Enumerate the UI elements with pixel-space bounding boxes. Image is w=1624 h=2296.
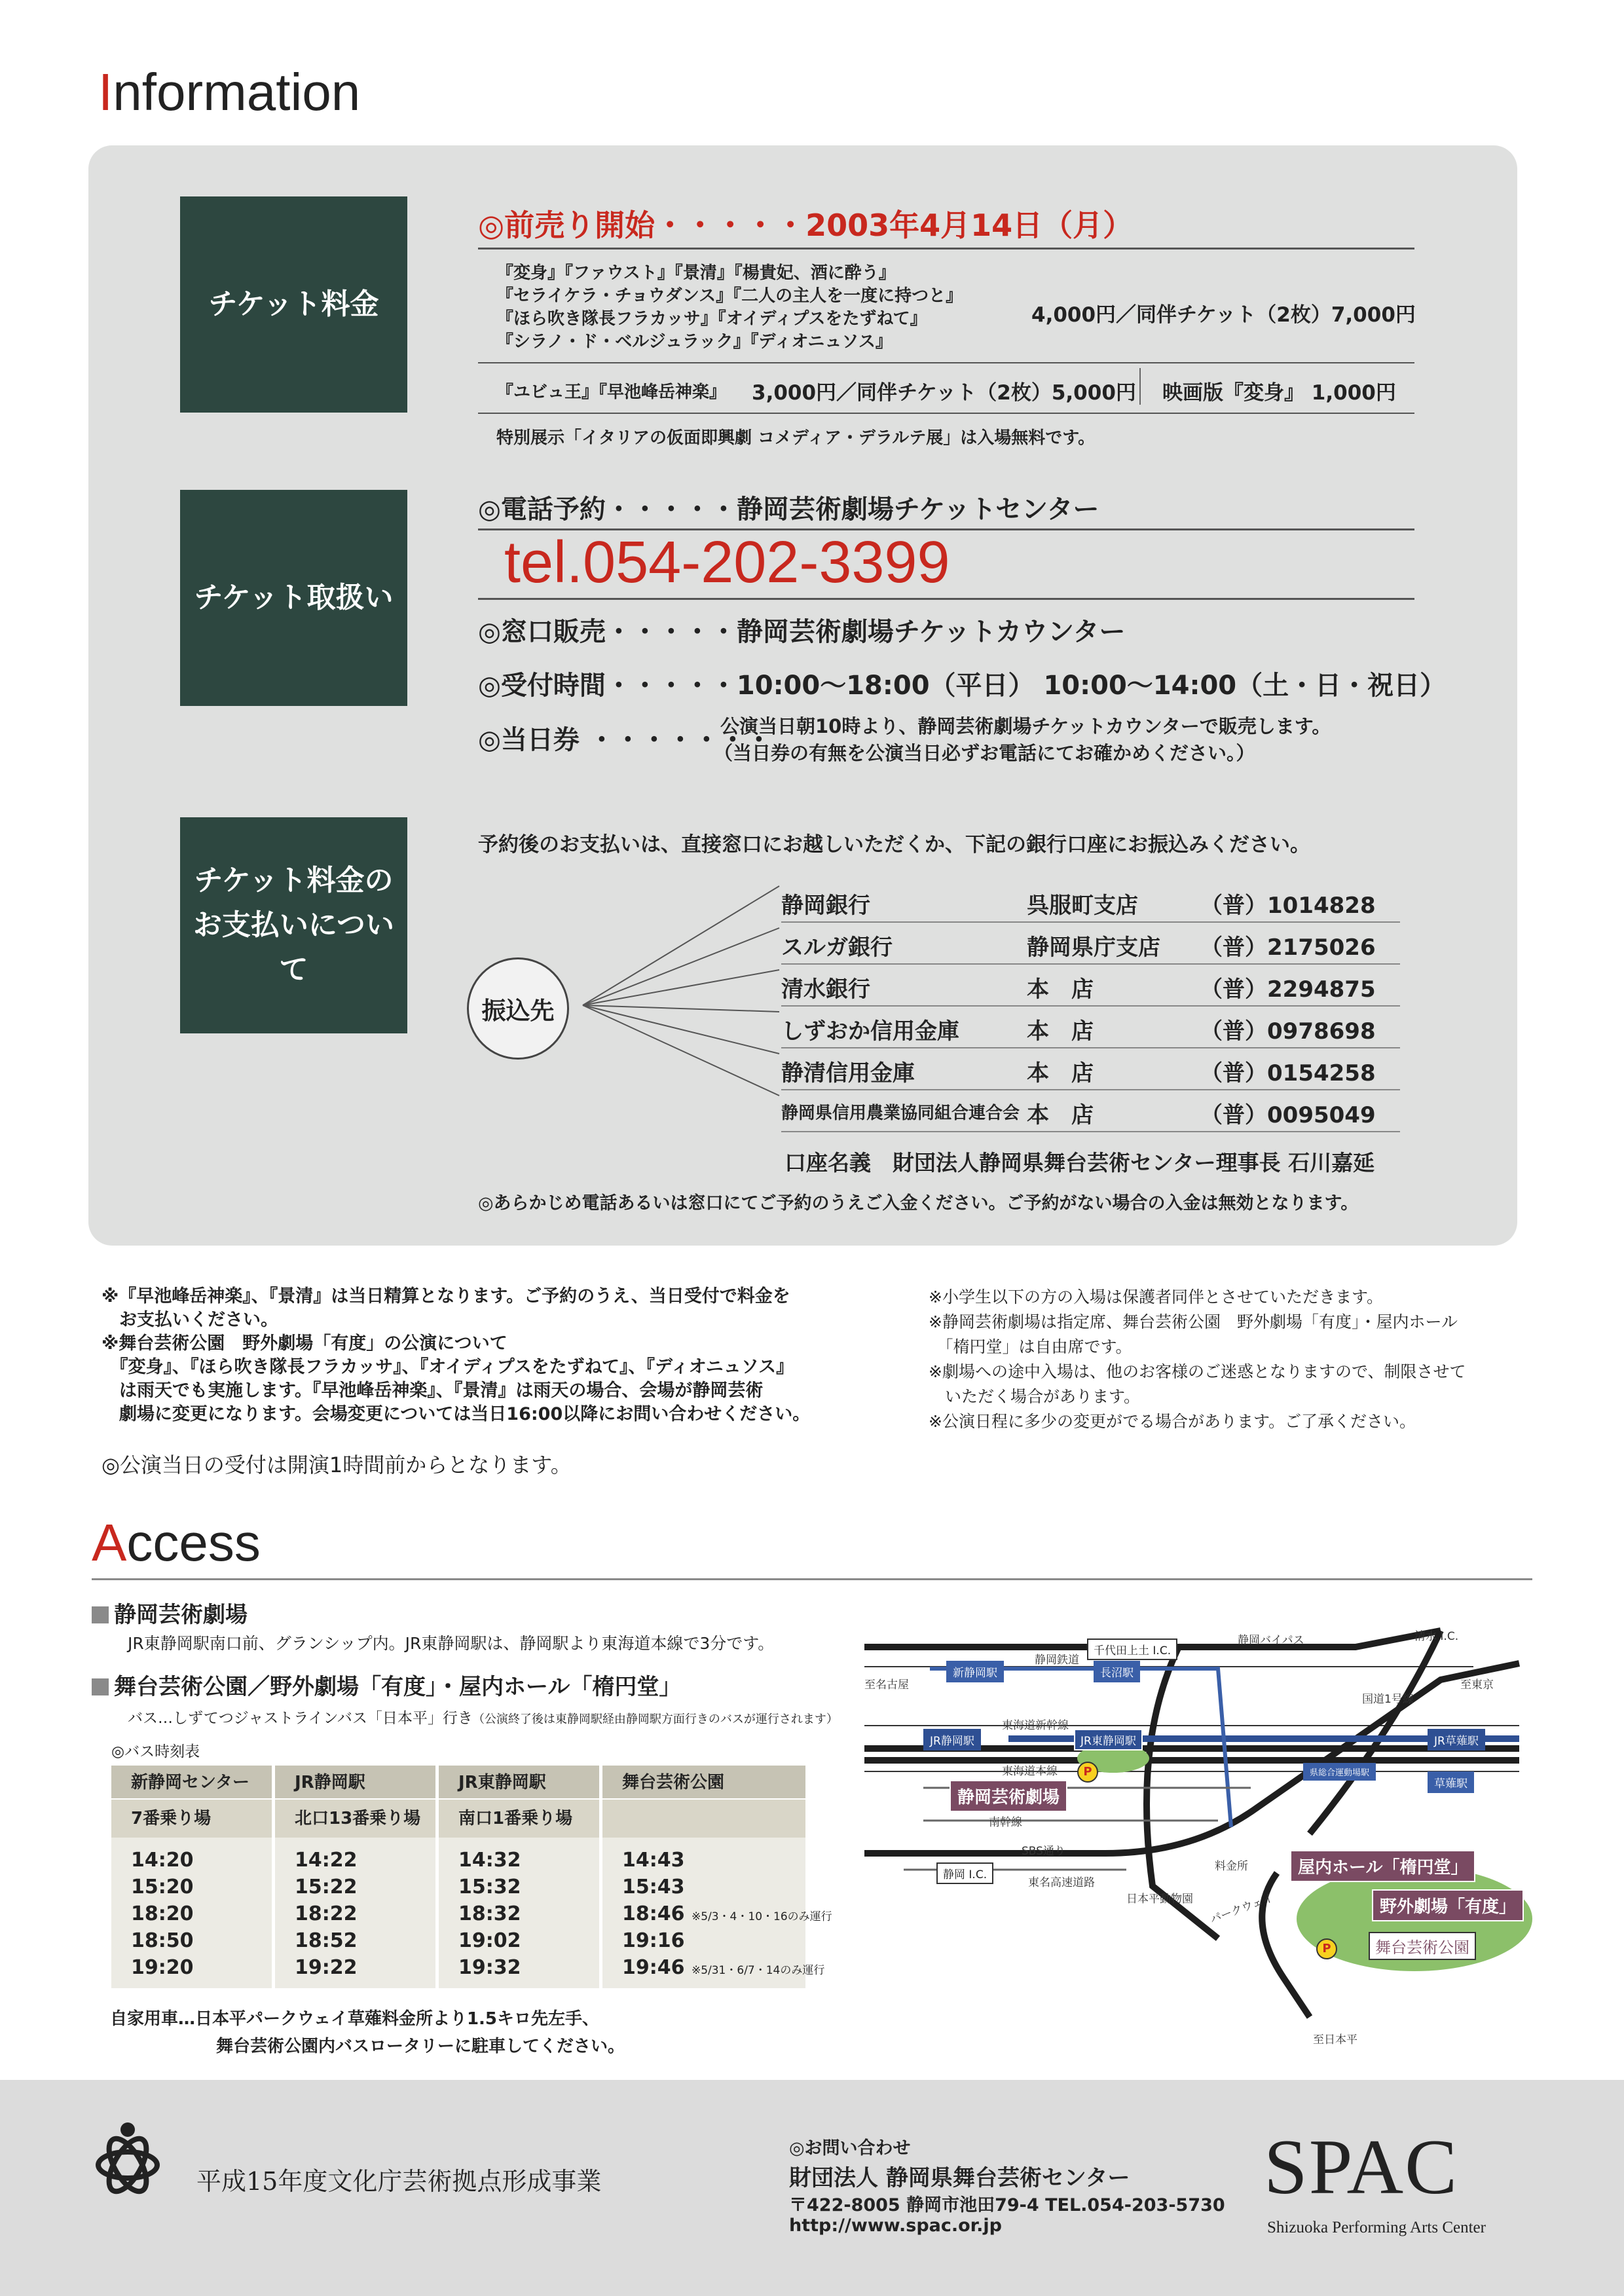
bus-time: 14:22 (295, 1849, 358, 1872)
bank-row: 静清信用金庫 本 店 （普）0154258 (781, 1047, 1400, 1090)
ticket-price-label: チケット料金 (180, 196, 407, 413)
divider (478, 362, 1414, 363)
spac-logo-sub: Shizuoka Performing Arts Center (1267, 2219, 1486, 2236)
culture-agency-logo-icon (92, 2120, 164, 2196)
payment-intro: 予約後のお支払いは、直接窓口にお越しいただくか、下記の銀行口座にお振込みください。 (478, 833, 1310, 857)
map-label: 東名高速道路 (1028, 1876, 1095, 1889)
bus-time: 19:02 (458, 1929, 521, 1952)
map-label: 日本平動物園 (1126, 1893, 1193, 1906)
tel-number: tel.054-202-3399 (504, 530, 950, 595)
bus-time: 19:16 (622, 1929, 685, 1952)
access-rule (92, 1578, 1532, 1580)
note-right: ※小学生以下の方の入場は保護者同伴とさせていただきます。 ※静岡芸術劇場は指定席、舞台芸術公園 野外劇場「有度」・屋内ホール 「楕円堂」は自由席です。 ※劇場への途中入場は、他のお客様のご迷惑となりますので、制限させて いただく場合があります。 ※公演日程に多少の変更がでる場合があります。ご了承ください。 (929, 1287, 1466, 1431)
map-label: 草薙駅 (1428, 1771, 1474, 1793)
org-address: 〒422-8005 静岡市池田79-4 TEL.054-203-5730 (789, 2195, 1225, 2215)
map-label: 至東京 (1460, 1678, 1494, 1692)
advance-notice: ◎あらかじめ電話あるいは窓口にてご予約のうえご入金ください。ご予約がない場合の入金は無効となります。 (478, 1193, 1359, 1213)
bus-time: 18:52 (295, 1929, 358, 1952)
timetable-label: ◎バス時刻表 (111, 1743, 200, 1760)
works-2: 『ユビュ王』『早池峰岳神楽』 (496, 382, 727, 402)
bank-row: スルガ銀行 静岡県庁支店 （普）2175026 (781, 921, 1400, 965)
org-url[interactable]: http://www.spac.or.jp (789, 2215, 1002, 2236)
sameday-desc-1: 公演当日朝10時より、静岡芸術劇場チケットカウンターで販売します。 (720, 715, 1331, 737)
payment-label: チケット料金の お支払いについて (180, 817, 407, 1033)
map-label: 至日本平 (1313, 2033, 1357, 2046)
divider (478, 248, 1414, 250)
bus-timetable: 新静岡センター 7番乗り場 14:20 15:20 18:20 18:50 19:20 JR静岡駅 北口13番乗り場 14:22 15:22 18:22 18:52 19:22 JR東静岡駅 南口1番乗り場 14:32 15:32 18:32 19:02 19:32 舞台芸術公園 14:43 15:43 18:46 ※5/3・4・10・16のみ運行 19:16 19:46 ※5/31・6/7・14のみ運行 (111, 1766, 805, 1988)
org-name: 財団法人 静岡県舞台芸術センター (789, 2165, 1130, 2191)
bank-row: 清水銀行 本 店 （普）2294875 (781, 963, 1400, 1007)
bus-time: 18:50 (131, 1929, 194, 1952)
bus-time: 15:32 (458, 1876, 521, 1898)
bank-row: しずおか信用金庫 本 店 （普）0978698 (781, 1005, 1400, 1048)
vertical-divider (1139, 368, 1141, 405)
special-exhibit: 特別展示「イタリアの仮面即興劇 コメディア・デラルテ展」は入場無料です。 (496, 428, 1096, 448)
map-label: JR東静岡駅 (1074, 1729, 1143, 1750)
price-2: 3,000円／同伴チケット（2枚）5,000円 (752, 381, 1136, 405)
bus-time: 19:22 (295, 1956, 358, 1979)
bus-desc: バス…しずてつジャストラインバス「日本平」行き（公演終了後は東静岡駅経由静岡駅方面行きのバスが運行されます） (128, 1710, 838, 1727)
counter-sales: ◎窓口販売・・・・・静岡芸術劇場チケットカウンター (478, 617, 1126, 647)
divider (478, 598, 1414, 600)
transfer-circle: 振込先 (467, 957, 569, 1060)
presale-date: ◎前売り開始・・・・・2003年4月14日（月） (478, 208, 1134, 243)
map-label: SBS通り (1022, 1845, 1065, 1858)
bus-time: 15:43 (622, 1876, 685, 1898)
spac-logo: SPAC (1264, 2123, 1459, 2210)
works-list: 『変身』『ファウスト』『景清』『楊貴妃、酒に酔う』 『セライケラ・チョウダンス』『二人の主人を一度に持つと』 『ほら吹き隊長フラカッサ』『オイディプスをたずねて』 『シラノ・ド・ベルジュラック』『ディオニュソス』 (496, 263, 963, 352)
bus-time: 19:32 (458, 1956, 521, 1979)
venue1-desc: JR東静岡駅南口前、グランシップ内。JR東静岡駅は、静岡駅より東海道本線で3分です。 (128, 1634, 775, 1653)
map-label: 静岡 I.C. (936, 1862, 993, 1884)
map-label: 千代田上土 I.C. (1087, 1639, 1177, 1660)
access-title: Access (92, 1513, 261, 1572)
map-label: 静岡鉄道 (1035, 1654, 1079, 1667)
ticket-handling-label: チケット取扱い (180, 490, 407, 706)
map-label: 静岡バイパス (1238, 1634, 1304, 1647)
car-access-2: 舞台芸術公園内バスロータリーに駐車してください。 (216, 2037, 625, 2056)
map-label: 至名古屋 (864, 1678, 909, 1692)
phone-reserve: ◎電話予約・・・・・静岡芸術劇場チケットセンター (478, 494, 1099, 525)
map-label: 舞台芸術公園 (1369, 1932, 1476, 1960)
map-label: JR静岡駅 (923, 1729, 981, 1750)
venue1-heading: 静岡芸術劇場 (92, 1597, 248, 1629)
bus-time: 18:32 (458, 1902, 521, 1925)
bus-time: 18:22 (295, 1902, 358, 1925)
map-label: パークウェイ (1208, 1891, 1276, 1927)
map-label: 国道1号線 (1362, 1693, 1414, 1706)
bus-time: 14:20 (131, 1849, 194, 1872)
map-label: 清水 I.C. (1414, 1630, 1459, 1643)
map-label: 静岡芸術劇場 (950, 1780, 1067, 1812)
bank-row: 静岡県信用農業協同組合連合会 本 店 （普）0095049 (781, 1089, 1400, 1132)
account-holder: 口座名義 財団法人静岡県舞台芸術センター理事長 石川嘉延 (784, 1150, 1375, 1176)
map-label: 新静岡駅 (946, 1661, 1004, 1682)
bus-time: 14:32 (458, 1849, 521, 1872)
bus-time: 19:46 ※5/31・6/7・14のみ運行 (622, 1956, 825, 1979)
map-label: 南幹線 (989, 1816, 1022, 1829)
parking-icon: P (1077, 1762, 1098, 1783)
bank-row: 静岡銀行 呉服町支店 （普）1014828 (781, 880, 1400, 923)
map-label: 料金所 (1215, 1860, 1248, 1873)
note-left-last: ◎公演当日の受付は開演1時間前からとなります。 (101, 1453, 572, 1477)
contact-label: ◎お問い合わせ (789, 2138, 911, 2158)
venue2-heading: 舞台芸術公園／野外劇場「有度」・屋内ホール「楕円堂」 (92, 1669, 681, 1701)
bus-time: 15:20 (131, 1876, 194, 1898)
map-label: 県総合運動場駅 (1303, 1763, 1376, 1781)
note-left: ※『早池峰岳神楽』、『景清』は当日精算となります。ご予約のうえ、当日受付で料金を お支払いください。 ※舞台芸術公園 野外劇場「有度」の公演について 『変身』、『ほら吹き隊長フラカッサ』、『オイディプスをたずねて』、『ディオニュソス』 は雨天でも実施します。『早池峰岳神楽』、『景清』は雨天の場合、会場が静岡芸術 劇場に変更になります。会場変更については当日16:00以降にお問い合わせください。 (101, 1286, 811, 1424)
information-title: Information (98, 63, 361, 121)
sameday-desc-2: （当日券の有無を公演当日必ずお電話にてお確かめください。） (714, 742, 1255, 764)
bus-time: 19:20 (131, 1956, 194, 1979)
access-map (851, 1611, 1532, 2069)
map-label: 野外劇場「有度」 (1372, 1889, 1524, 1921)
bus-time: 15:22 (295, 1876, 358, 1898)
bus-time: 18:20 (131, 1902, 194, 1925)
map-label: 東海道新幹線 (1002, 1719, 1069, 1732)
map-label: 東海道本線 (1002, 1765, 1058, 1778)
film-price: 映画版『変身』 1,000円 (1162, 381, 1396, 405)
reception-hours: ◎受付時間・・・・・10:00～18:00（平日） 10:00～14:00（土・日・祝日） (478, 671, 1447, 701)
map-label: JR草薙駅 (1428, 1729, 1485, 1750)
price-main: 4,000円／同伴チケット（2枚）7,000円 (1031, 303, 1416, 327)
project-name: 平成15年度文化庁芸術拠点形成事業 (196, 2167, 602, 2196)
map-label: 長沼駅 (1094, 1661, 1140, 1682)
sameday-label: ◎当日券 ・・・・・・・ (478, 725, 772, 755)
bus-time: 14:43 (622, 1849, 685, 1872)
parking-icon: P (1316, 1938, 1337, 1959)
map-label: 屋内ホール「楕円堂」 (1290, 1850, 1475, 1882)
bus-time: 18:46 ※5/3・4・10・16のみ運行 (622, 1902, 832, 1925)
divider (478, 413, 1414, 414)
car-access-1: 自家用車…日本平パークウェイ草薙料金所より1.5キロ先左手、 (110, 2009, 600, 2029)
